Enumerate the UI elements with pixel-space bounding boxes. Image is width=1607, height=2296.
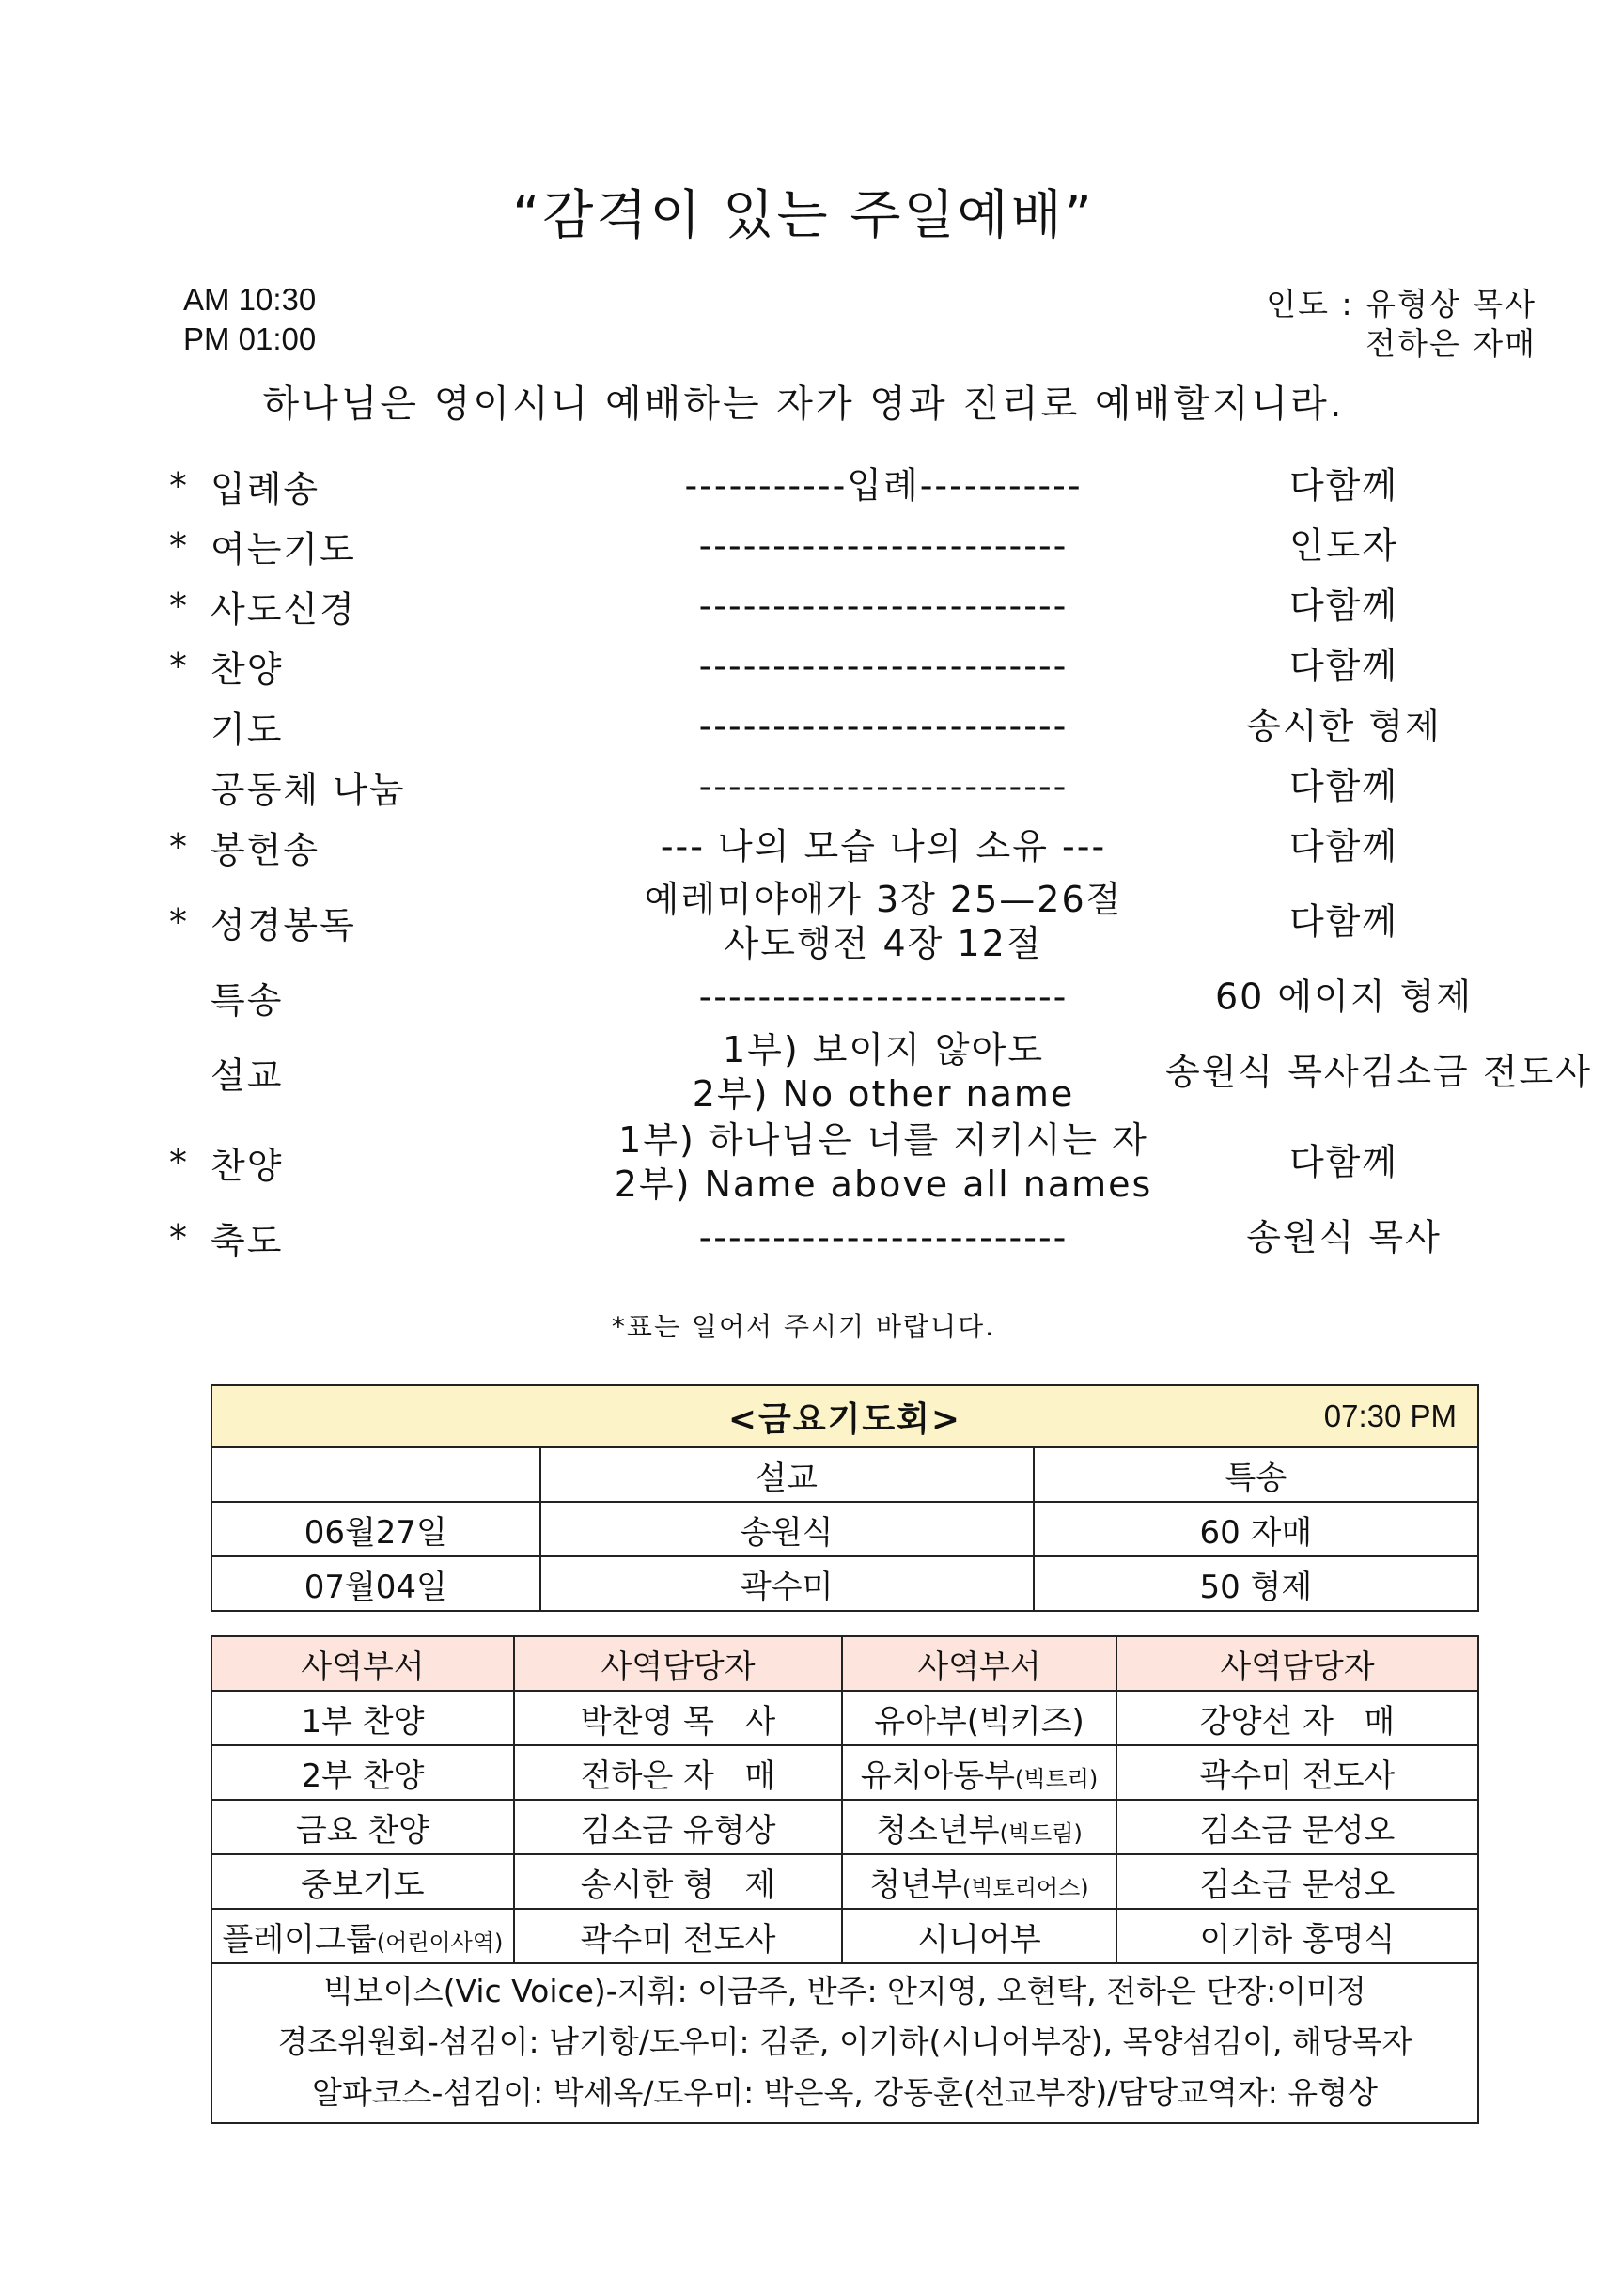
service-time-first: AM 10:30 <box>183 282 317 317</box>
stand-marker: * <box>169 826 189 867</box>
ministry-footer <box>211 1963 1478 2123</box>
table-row <box>211 1556 1478 1611</box>
order-item-detail: ------------------------- <box>698 976 1069 1018</box>
stand-marker: * <box>169 525 189 567</box>
order-item <box>169 967 1485 1027</box>
order-item <box>169 1117 1485 1208</box>
order-item-person: 송원식 목사김소금 전도사 <box>1165 1051 1592 1093</box>
column-header: 사역부서 <box>211 1636 514 1691</box>
ministry-person: 김소금 유형상 <box>514 1800 842 1854</box>
table-header-row <box>211 1447 1478 1502</box>
order-item-name: 설교 <box>211 1054 284 1097</box>
table-row <box>211 1745 1478 1800</box>
order-item-person: 다함께 <box>1288 645 1399 687</box>
friday-prayer-table <box>211 1384 1479 1612</box>
ministry-department: 시니어부 <box>842 1909 1116 1963</box>
leader-pastor: 인도 : 유형상 목사 <box>1266 286 1537 322</box>
order-item-detail: ------------------------- <box>698 524 1069 567</box>
table-header-row <box>211 1636 1478 1691</box>
order-item-name: 기도 <box>211 709 284 751</box>
ministry-footer-row <box>211 1963 1478 2123</box>
ministry-department: 1부 찬양 <box>211 1691 514 1745</box>
table-row <box>211 1691 1478 1745</box>
order-item-detail: ------------------------- <box>698 765 1069 807</box>
order-item-detail: --- 나의 모습 나의 소유 --- <box>660 825 1107 867</box>
column-header: 사역부서 <box>842 1636 1116 1691</box>
table-row <box>211 1854 1478 1909</box>
table-cell: 송원식 <box>540 1502 1034 1556</box>
table-cell: 곽수미 <box>540 1556 1034 1611</box>
table-row <box>211 1502 1478 1556</box>
ministry-person: 강양선 자 매 <box>1116 1691 1478 1745</box>
order-item-detail: -----------입례----------- <box>684 464 1083 507</box>
ministry-table <box>211 1635 1479 2124</box>
footer-line: 알파코스-섬김이: 박세옥/도우미: 박은옥, 강동훈(선교부장)/담당교역자: 유형상 <box>312 2074 1378 2111</box>
friday-title: <금요기도회> <box>727 1399 962 1439</box>
order-item-name: 축도 <box>211 1220 284 1262</box>
column-header: 사역담당자 <box>1116 1636 1478 1691</box>
stand-marker: * <box>169 646 189 687</box>
order-item-name: 사도신경 <box>211 588 356 631</box>
order-item-person: 다함께 <box>1288 585 1399 627</box>
order-item-person: 다함께 <box>1288 900 1399 943</box>
footer-line: 빅보이스(Vic Voice)-지휘: 이금주, 반주: 안지영, 오현탁, 전하은 단장:이미정 <box>323 1973 1366 2009</box>
ministry-person: 박찬영 목 사 <box>514 1691 842 1745</box>
order-item-person: 인도자 <box>1288 524 1399 567</box>
order-item-detail: 1부) 보이지 않아도 2부) No other name <box>692 1029 1075 1115</box>
order-item <box>169 576 1485 636</box>
ministry-person: 곽수미 전도사 <box>1116 1745 1478 1800</box>
order-item-name: 봉헌송 <box>211 829 320 871</box>
order-item <box>169 877 1485 967</box>
standing-note: *표는 일어서 주시기 바랍니다. <box>611 1311 996 1342</box>
order-item-detail: ------------------------- <box>698 1216 1069 1258</box>
stand-marker: * <box>169 901 189 943</box>
ministry-person: 이기하 홍명식 <box>1116 1909 1478 1963</box>
order-item-person: 다함께 <box>1288 1141 1399 1183</box>
stand-marker: * <box>169 465 189 507</box>
order-item <box>169 516 1485 576</box>
stand-marker: * <box>169 586 189 627</box>
order-item <box>169 636 1485 696</box>
order-item-name: 성경봉독 <box>211 904 356 946</box>
order-item-detail: 1부) 하나님은 너를 지키시는 자 2부) Name above all names <box>614 1119 1153 1205</box>
order-item-person: 다함께 <box>1288 464 1399 507</box>
order-item-detail: ------------------------- <box>698 705 1069 747</box>
order-item <box>169 696 1485 757</box>
table-row <box>211 1800 1478 1854</box>
friday-time: 07:30 PM <box>1323 1398 1457 1433</box>
order-item-detail: ------------------------- <box>698 585 1069 627</box>
order-item-name: 특송 <box>211 979 284 1022</box>
column-header: 사역담당자 <box>514 1636 842 1691</box>
column-header: 특송 <box>1034 1447 1478 1502</box>
order-item-detail: ------------------------- <box>698 645 1069 687</box>
order-item-detail: 예레미야애가 3장 25—26절 사도행전 4장 12절 <box>644 879 1123 964</box>
order-item-name: 입례송 <box>211 468 320 510</box>
ministry-department: 청년부(빅토리어스) <box>842 1854 1116 1909</box>
order-item <box>169 757 1485 817</box>
order-item <box>169 1027 1592 1117</box>
order-item-person: 송시한 형제 <box>1246 705 1442 747</box>
ministry-person: 김소금 문성오 <box>1116 1854 1478 1909</box>
ministry-department: 청소년부(빅드림) <box>842 1800 1116 1854</box>
ministry-person: 김소금 문성오 <box>1116 1800 1478 1854</box>
order-item-name: 공동체 나눔 <box>211 769 406 811</box>
ministry-department: 유아부(빅키즈) <box>842 1691 1116 1745</box>
order-item <box>169 817 1485 877</box>
order-item-name: 여는기도 <box>211 528 356 570</box>
order-item <box>169 1208 1485 1268</box>
leader-worship: 전하은 자매 <box>1365 325 1537 362</box>
table-row <box>211 1909 1478 1963</box>
ministry-department: 중보기도 <box>211 1854 514 1909</box>
order-item-person: 송원식 목사 <box>1246 1216 1442 1258</box>
ministry-person: 곽수미 전도사 <box>514 1909 842 1963</box>
table-cell: 60 자매 <box>1034 1502 1478 1556</box>
order-item-person: 다함께 <box>1288 825 1399 867</box>
page-title: “감격이 있는 주일예배” <box>512 185 1095 246</box>
ministry-department: 금요 찬양 <box>211 1800 514 1854</box>
service-time-second: PM 01:00 <box>183 321 317 356</box>
ministry-person: 송시한 형 제 <box>514 1854 842 1909</box>
ministry-department: 플레이그룹(어린이사역) <box>211 1909 514 1963</box>
table-cell: 07월04일 <box>211 1556 540 1611</box>
table-cell: 06월27일 <box>211 1502 540 1556</box>
stand-marker: * <box>169 1217 189 1258</box>
order-item-person: 60 에이지 형제 <box>1214 976 1474 1018</box>
column-header: 설교 <box>540 1447 1034 1502</box>
ministry-department: 2부 찬양 <box>211 1745 514 1800</box>
worship-order <box>169 456 1592 1268</box>
ministry-person: 전하은 자 매 <box>514 1745 842 1800</box>
stand-marker: * <box>169 1142 189 1183</box>
order-item-name: 찬양 <box>211 1145 284 1187</box>
order-item-person: 다함께 <box>1288 765 1399 807</box>
table-cell: 50 형제 <box>1034 1556 1478 1611</box>
order-item <box>169 456 1485 516</box>
footer-line: 경조위원회-섬김이: 남기항/도우미: 김준, 이기하(시니어부장), 목양섬김이, 해당목자 <box>277 2023 1412 2060</box>
ministry-department: 유치아동부(빅트리) <box>842 1745 1116 1800</box>
friday-header <box>211 1385 1478 1447</box>
order-item-name: 찬양 <box>211 648 284 691</box>
column-header <box>211 1447 540 1502</box>
scripture-verse: 하나님은 영이시니 예배하는 자가 영과 진리로 예배할지니라. <box>262 383 1345 426</box>
